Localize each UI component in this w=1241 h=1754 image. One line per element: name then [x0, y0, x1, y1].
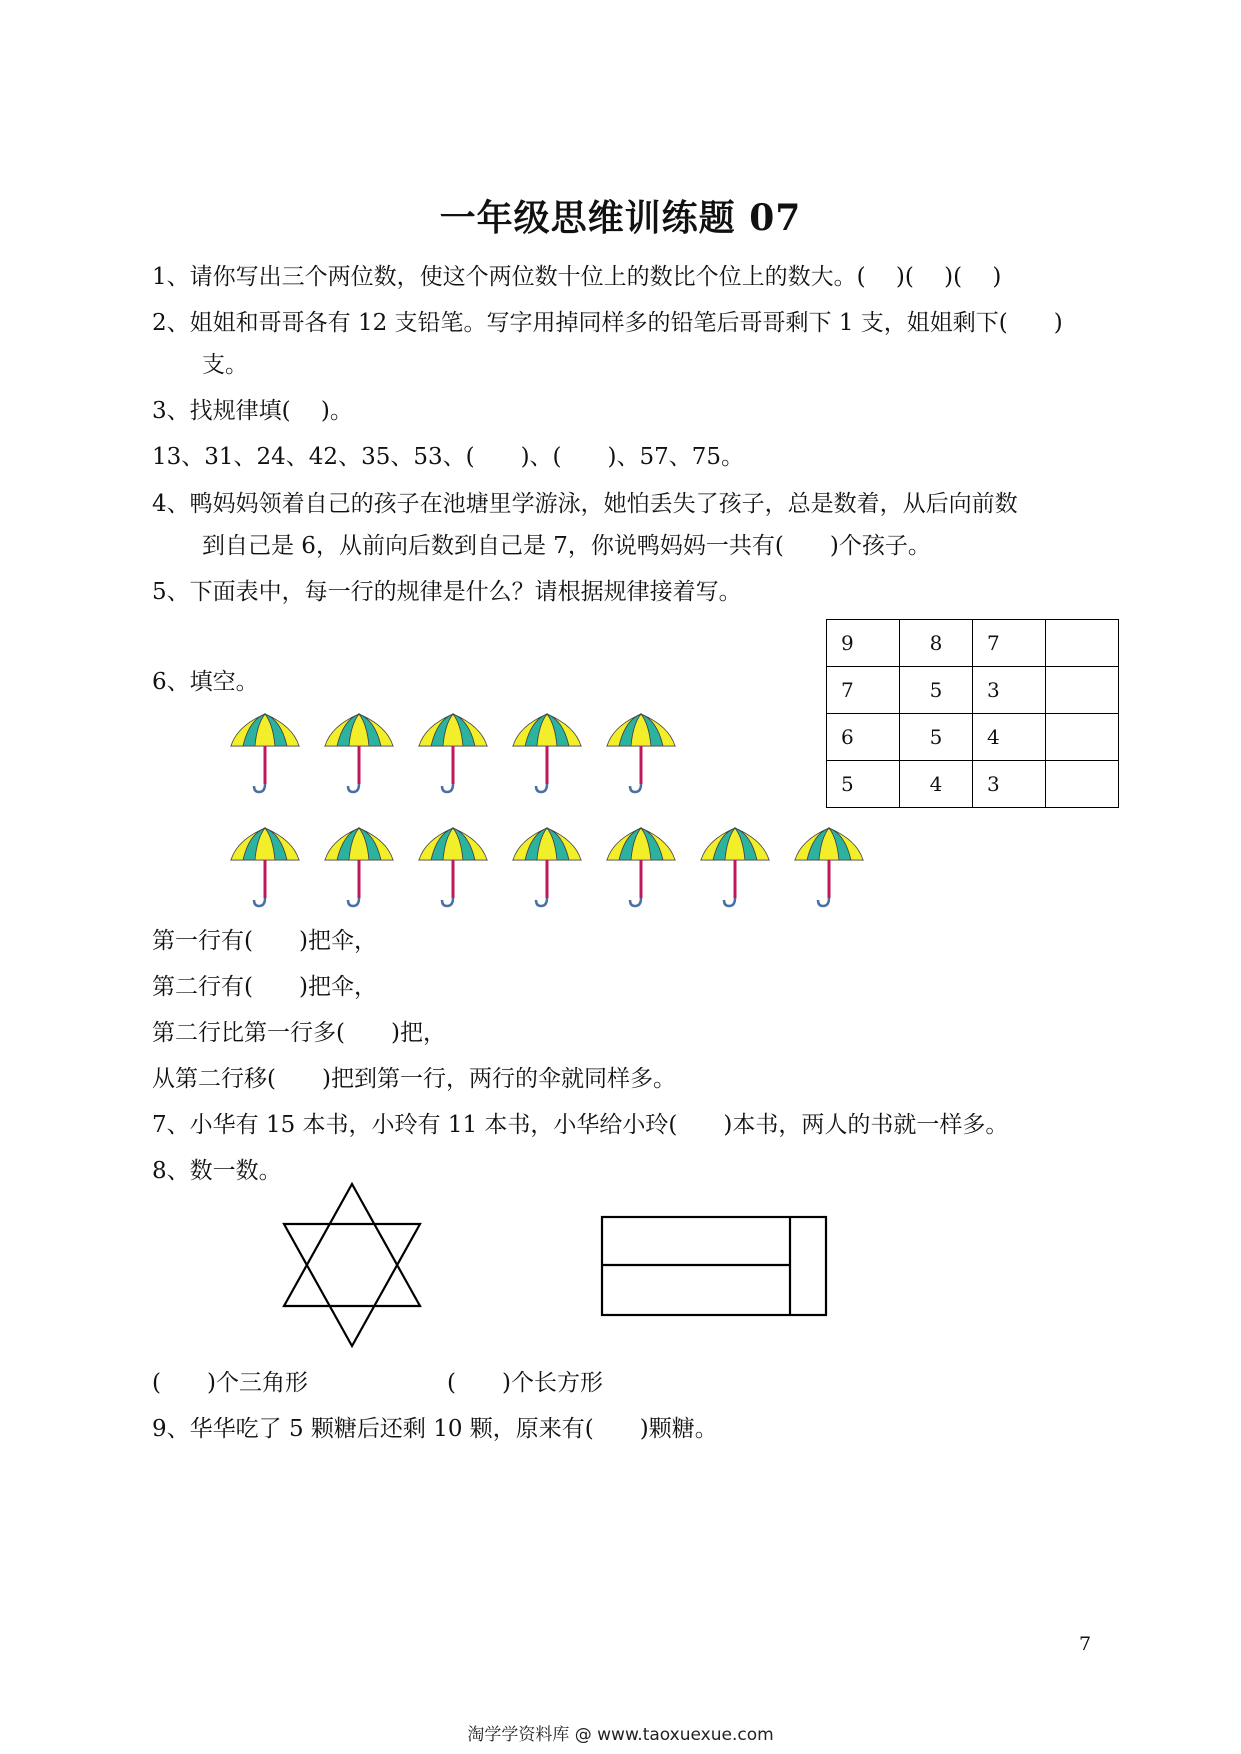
question-6: 6、填空。	[152, 669, 259, 695]
table-cell: 4	[900, 761, 973, 808]
page-number: 7	[1079, 1633, 1092, 1655]
table-cell: 5	[900, 667, 973, 714]
table-cell: 3	[973, 761, 1046, 808]
star-of-david-figure	[280, 1180, 425, 1350]
table-row	[827, 620, 1119, 667]
page-title: 一年级思维训练题 07	[439, 197, 802, 239]
umbrella-icon	[603, 712, 679, 796]
table-cell: 6	[827, 714, 900, 761]
umbrella-icon	[227, 712, 303, 796]
question-6-line-1: 第一行有( )把伞，	[152, 928, 377, 954]
question-6-line-4: 从第二行移( )把到第一行，两行的伞就同样多。	[152, 1066, 676, 1092]
rectangle-figure	[600, 1215, 830, 1319]
table-row	[827, 667, 1119, 714]
answer-cell[interactable]	[1046, 714, 1119, 761]
question-9: 9、华华吃了 5 颗糖后还剩 10 颗，原来有( )颗糖。	[152, 1416, 718, 1442]
umbrella-icon	[321, 712, 397, 796]
table-cell: 5	[827, 761, 900, 808]
answer-cell[interactable]	[1046, 667, 1119, 714]
table-cell: 9	[827, 620, 900, 667]
question-2-line-2: 支。	[202, 352, 248, 378]
umbrella-icon	[509, 826, 585, 910]
pattern-table	[826, 619, 1119, 808]
table-cell: 4	[973, 714, 1046, 761]
answer-cell[interactable]	[1046, 620, 1119, 667]
umbrella-icon	[697, 826, 773, 910]
answer-cell[interactable]	[1046, 761, 1119, 808]
umbrella-icon	[415, 826, 491, 910]
table-row	[827, 761, 1119, 808]
question-5: 5、下面表中，每一行的规律是什么？请根据规律接着写。	[152, 579, 742, 605]
table-cell: 3	[973, 667, 1046, 714]
question-8: 8、数一数。	[152, 1158, 282, 1184]
table-cell: 7	[827, 667, 900, 714]
umbrella-icon	[603, 826, 679, 910]
question-2-line-1: 2、姐姐和哥哥各有 12 支铅笔。写字用掉同样多的铅笔后哥哥剩下 1 支，姐姐剩下( )	[152, 310, 1063, 336]
question-8-rectangles-answer: ( )个长方形	[447, 1370, 603, 1396]
question-4-line-2: 到自己是 6，从前向后数到自己是 7，你说鸭妈妈一共有( )个孩子。	[202, 533, 931, 559]
umbrella-icon	[227, 826, 303, 910]
question-6-line-2: 第二行有( )把伞，	[152, 974, 377, 1000]
table-cell: 8	[900, 620, 973, 667]
question-1: 1、请你写出三个两位数，使这个两位数十位上的数比个位上的数大。( )( )( )	[152, 264, 1002, 290]
table-cell: 5	[900, 714, 973, 761]
question-3: 3、找规律填( )。	[152, 398, 353, 424]
question-3-sequence: 13、31、24、42、35、53、( )、( )、57、75。	[152, 444, 745, 470]
question-8-triangles-answer: ( )个三角形	[152, 1370, 308, 1396]
question-4-line-1: 4、鸭妈妈领着自己的孩子在池塘里学游泳，她怕丢失了孩子，总是数着，从后向前数	[152, 491, 1018, 517]
umbrella-icon	[791, 826, 867, 910]
umbrella-icon	[415, 712, 491, 796]
table-cell: 7	[973, 620, 1046, 667]
question-7: 7、小华有 15 本书，小玲有 11 本书，小华给小玲( )本书，两人的书就一样多。	[152, 1112, 1009, 1138]
umbrella-icon	[321, 826, 397, 910]
umbrella-icon	[509, 712, 585, 796]
question-6-line-3: 第二行比第一行多( )把，	[152, 1020, 446, 1046]
footer-watermark: 淘学学资料库 @ www.taoxuexue.com	[467, 1725, 774, 1745]
table-row	[827, 714, 1119, 761]
